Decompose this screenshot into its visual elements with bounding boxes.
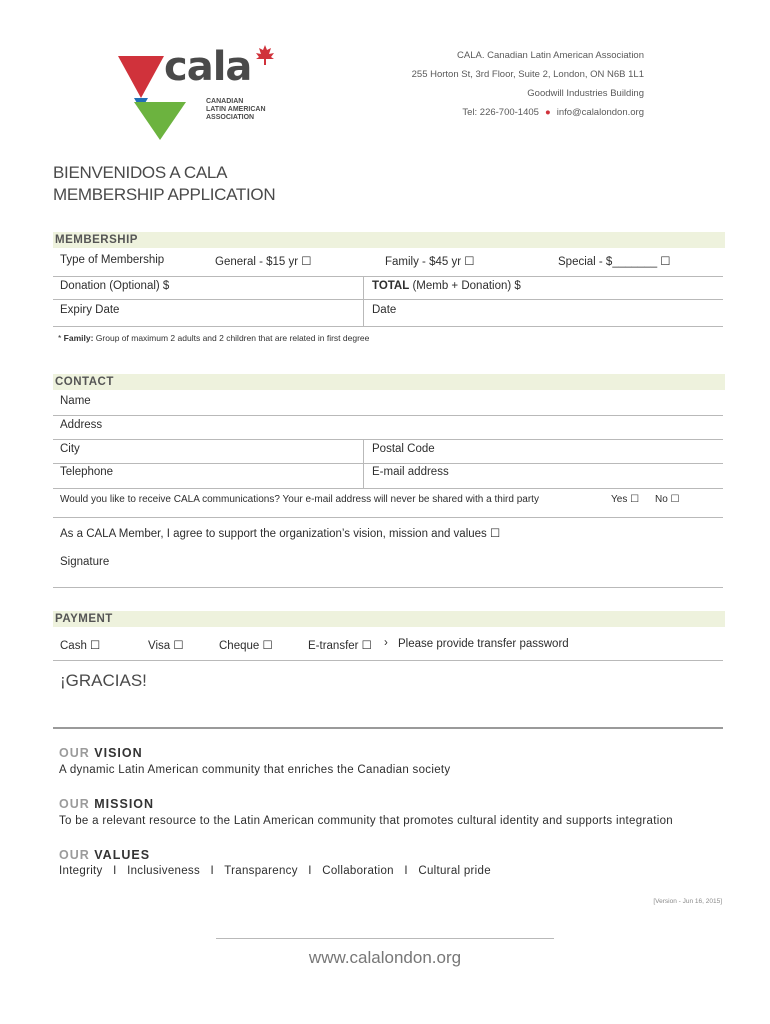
logo-subtitle: CANADIAN LATIN AMERICAN ASSOCIATION	[206, 98, 266, 121]
org-contact-block	[412, 46, 644, 122]
cash-checkbox[interactable]: Cash ☐	[60, 640, 101, 652]
communications-no-checkbox[interactable]: No ☐	[655, 494, 680, 505]
communications-yes-checkbox[interactable]: Yes ☐	[611, 494, 640, 505]
version-label: [Version - Jun 16, 2015]	[653, 898, 722, 905]
mission-heading: OUR MISSION	[59, 797, 155, 811]
general-option[interactable]: General - $15 yr ☐	[215, 256, 312, 268]
signature-field[interactable]: Signature	[60, 556, 110, 568]
maple-leaf-icon	[254, 44, 276, 66]
etransfer-note: Please provide transfer password	[398, 638, 569, 650]
vision-text: A dynamic Latin American community that enriches the Canadian society	[59, 764, 451, 776]
name-field[interactable]: Name	[60, 395, 91, 407]
org-phone: Tel: 226-700-1405	[462, 107, 539, 118]
signature-row	[53, 549, 723, 588]
etransfer-checkbox[interactable]: E-transfer ☐	[308, 640, 372, 652]
city-field[interactable]: City	[60, 443, 80, 455]
org-name: CALA. Canadian Latin American Association	[457, 50, 644, 61]
special-option[interactable]: Special - $_______ ☐	[558, 256, 671, 268]
family-option[interactable]: Family - $45 yr ☐	[385, 256, 475, 268]
payment-row	[53, 628, 723, 661]
address-row	[53, 416, 723, 440]
family-note: * Family: Group of maximum 2 adults and 2 children that are related in first degree	[58, 333, 370, 343]
communications-row	[53, 489, 723, 518]
vision-heading: OUR VISION	[59, 746, 143, 760]
name-row	[53, 391, 723, 416]
org-building: Goodwill Industries Building	[527, 88, 644, 99]
membership-type-label: Type of Membership	[60, 254, 165, 266]
title-line-2: MEMBERSHIP APPLICATION	[53, 185, 276, 204]
divider	[53, 727, 723, 729]
cala-logo	[116, 44, 276, 140]
city-row	[53, 440, 723, 464]
postal-code-field[interactable]: Postal Code	[372, 443, 435, 455]
website-link[interactable]: www.calalondon.org	[308, 948, 462, 967]
title-line-1: BIENVENIDOS A CALA	[53, 163, 228, 182]
agree-row	[53, 518, 723, 548]
communications-question: Would you like to receive CALA communications? Your e-mail address will never be shared with a third party	[60, 494, 539, 505]
org-address: 255 Horton St, 3rd Floor, Suite 2, London, ON N6B 1L1	[411, 69, 644, 80]
email-field[interactable]: E-mail address	[372, 466, 449, 478]
address-field[interactable]: Address	[60, 419, 103, 431]
chevron-right-icon: ›	[384, 637, 388, 649]
donation-row	[53, 277, 723, 300]
bullet-icon: ●	[544, 107, 551, 118]
cheque-checkbox[interactable]: Cheque ☐	[219, 640, 273, 652]
date-field[interactable]: Date	[372, 304, 397, 316]
logo-word: cala	[164, 44, 252, 90]
expiry-row	[53, 300, 723, 327]
page-title	[53, 162, 275, 206]
telephone-field[interactable]: Telephone	[60, 466, 114, 478]
total-field[interactable]: TOTAL (Memb + Donation) $	[372, 280, 521, 292]
values-heading: OUR VALUES	[59, 848, 151, 862]
values-text: Integrity I Inclusiveness I Transparency I Collaboration I Cultural pride	[59, 865, 491, 877]
donation-field[interactable]: Donation (Optional) $	[60, 280, 170, 292]
contact-heading: CONTACT	[53, 374, 725, 390]
payment-heading: PAYMENT	[53, 611, 725, 627]
membership-heading: MEMBERSHIP	[53, 232, 725, 248]
org-email[interactable]: info@calalondon.org	[556, 107, 644, 118]
expiry-date-field[interactable]: Expiry Date	[60, 304, 120, 316]
agree-checkbox[interactable]: As a CALA Member, I agree to support the organization’s vision, mission and values ☐	[60, 528, 501, 540]
membership-type-row	[53, 250, 723, 277]
footer-divider	[216, 938, 554, 939]
visa-checkbox[interactable]: Visa ☐	[148, 640, 184, 652]
mission-text: To be a relevant resource to the Latin American community that promotes cultural identity and supports integration	[59, 815, 673, 827]
thanks-heading: ¡GRACIAS!	[60, 671, 147, 690]
org-phone-email	[412, 103, 644, 122]
telephone-row	[53, 464, 723, 489]
